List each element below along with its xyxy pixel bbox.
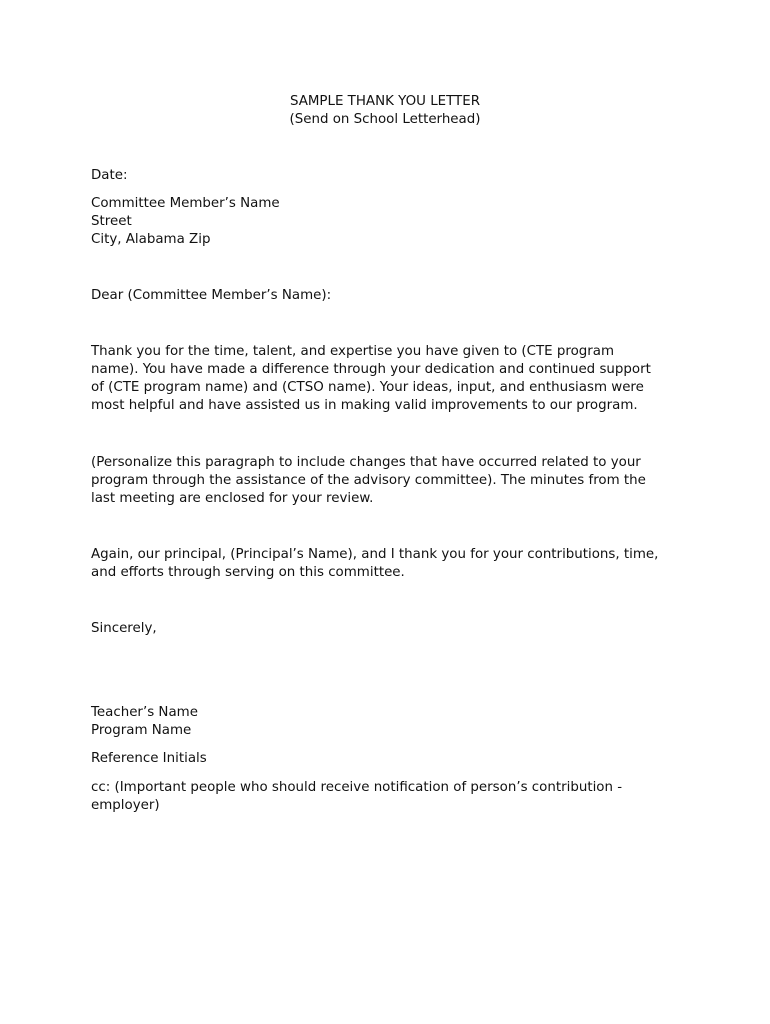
cc-line: employer): [91, 798, 160, 813]
closing: Sincerely,: [91, 621, 157, 636]
paragraph2-line: program through the assistance of the advisory committee). The minutes from the: [91, 473, 646, 488]
paragraph1-line: most helpful and have assisted us in making valid improvements to our program.: [91, 398, 638, 413]
teacher-name: Teacher’s Name: [91, 705, 198, 720]
paragraph1-line: of (CTE program name) and (CTSO name). Your ideas, input, and enthusiasm were: [91, 380, 644, 395]
paragraph3-line: Again, our principal, (Principal’s Name), and I thank you for your contributions, time,: [91, 547, 659, 562]
recipient-city: City, Alabama Zip: [91, 232, 211, 247]
paragraph1-line: Thank you for the time, talent, and expertise you have given to (CTE program: [91, 344, 615, 359]
paragraph2-line: last meeting are enclosed for your review.: [91, 491, 374, 506]
date-label: Date:: [91, 168, 128, 183]
reference-initials: Reference Initials: [91, 751, 207, 766]
letter-subtitle: (Send on School Letterhead): [289, 112, 481, 127]
cc-line: cc: (Important people who should receive notification of person’s contribution -: [91, 780, 623, 795]
letter-title: SAMPLE THANK YOU LETTER: [289, 94, 481, 109]
salutation: Dear (Committee Member’s Name):: [91, 288, 332, 303]
program-name: Program Name: [91, 723, 192, 738]
paragraph1-line: name). You have made a difference through your dedication and continued support: [91, 362, 651, 377]
paragraph2-line: (Personalize this paragraph to include changes that have occurred related to your: [91, 455, 641, 470]
paragraph3-line: and efforts through serving on this committee.: [91, 565, 405, 580]
recipient-name: Committee Member’s Name: [91, 196, 280, 211]
recipient-street: Street: [91, 214, 132, 229]
